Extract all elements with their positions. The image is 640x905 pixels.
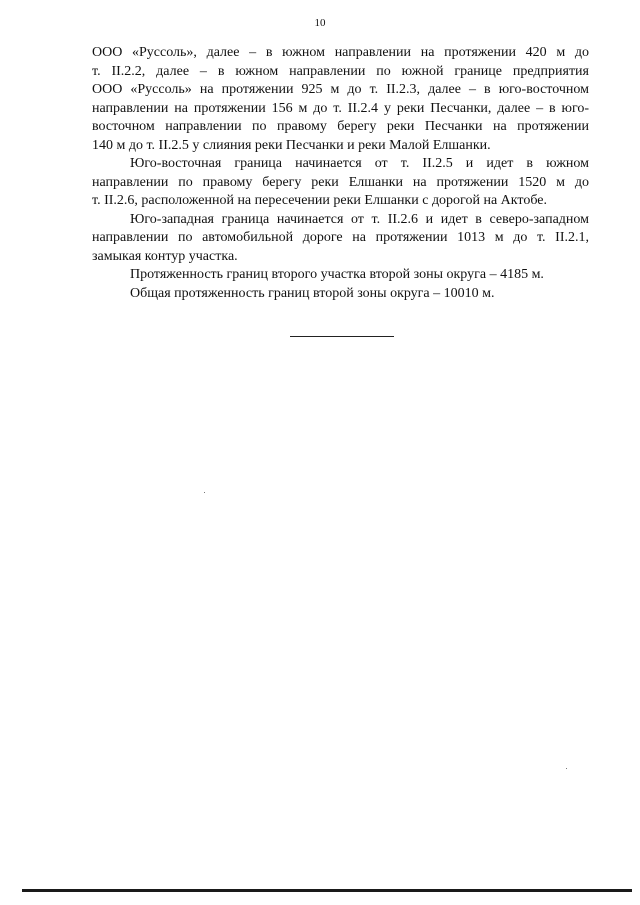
paragraph-southeast-border <box>92 155 589 211</box>
paragraph-southwest-border <box>92 211 589 267</box>
total-zone-length: Общая протяженность границ второй зоны округа – 10010 м. <box>130 285 495 301</box>
text-line: восточном направлении по правому берегу реки Песчанки на протяжении <box>92 119 589 134</box>
text-line: направлении по автомобильной дороге на протяжении 1013 м до т. II.2.1, <box>92 230 589 245</box>
scan-speck <box>204 492 205 493</box>
page-number: 10 <box>314 17 326 29</box>
scan-speck <box>566 768 567 769</box>
second-section-length: Протяженность границ второго участка второй зоны округа – 4185 м. <box>130 267 544 282</box>
document-body <box>92 44 589 303</box>
text-line: ООО «Руссоль», далее – в южном направлении на протяжении 420 м до <box>92 45 589 60</box>
text-line: направлении на протяжении 156 м до т. II.2.4 у реки Песчанки, далее – в юго- <box>92 100 589 116</box>
text-line: Юго-западная граница начинается от т. II.2.6 и идет в северо-западном <box>130 211 589 227</box>
scan-bottom-border <box>22 889 632 892</box>
text-line: 140 м до т. II.2.5 у слияния реки Песчанки и реки Малой Елшанки. <box>92 137 491 153</box>
paragraph-northern-continuation <box>92 44 589 155</box>
text-line: т. II.2.6, расположенной на пересечении реки Елшанки с дорогой на Актобе. <box>92 193 547 208</box>
text-line: ООО «Руссоль» на протяжении 925 м до т. II.2.3, далее – в юго-восточном <box>92 82 589 97</box>
end-divider-line <box>290 336 394 337</box>
text-line: Юго-восточная граница начинается от т. II.2.5 и идет в южном <box>130 156 589 171</box>
text-line: т. II.2.2, далее – в южном направлении по южной границе предприятия <box>92 63 589 79</box>
text-line: направлении по правому берегу реки Елшанки на протяжении 1520 м до <box>92 174 589 190</box>
text-line: замыкая контур участка. <box>92 248 238 264</box>
